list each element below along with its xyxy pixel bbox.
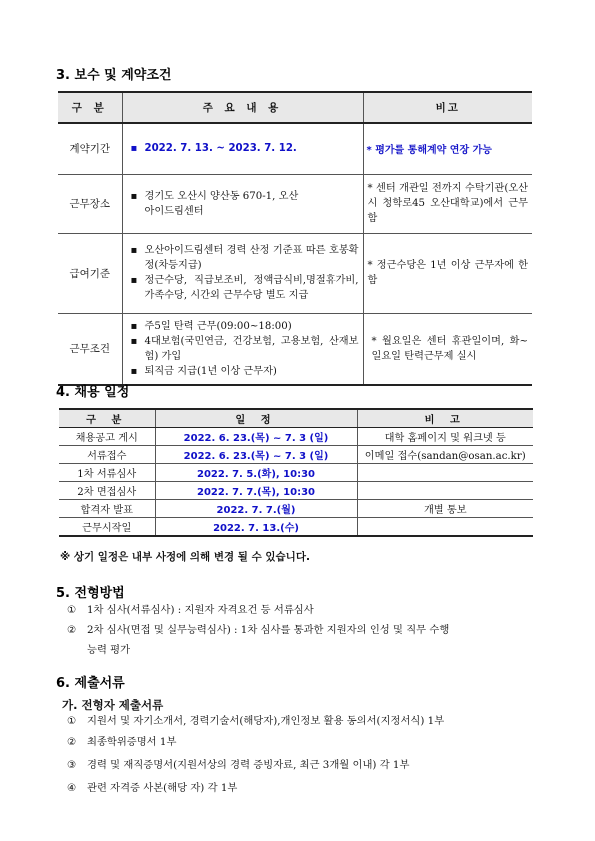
table-row bbox=[58, 174, 532, 233]
item-number: ① bbox=[67, 604, 77, 616]
item-text-continued: 능력 평가 bbox=[87, 644, 131, 656]
header-category: 구 분 bbox=[58, 92, 122, 123]
work-location-value: ▪ 경기도 오산시 양산동 670-1, 오산아이드림센터 bbox=[131, 189, 305, 219]
schedule-date: 2022. 7. 7.(목), 10:30 bbox=[155, 482, 357, 500]
list-item bbox=[67, 734, 176, 751]
schedule-note bbox=[357, 482, 533, 500]
item-number: ② bbox=[67, 736, 77, 748]
item-number: ③ bbox=[67, 759, 77, 771]
compensation-table bbox=[58, 91, 532, 386]
work-location-note: * 센터 개관일 전까지 수탁기관(오산시 청학로45 오산대학교)에서 근무함 bbox=[367, 183, 528, 224]
table-header-row bbox=[58, 92, 532, 123]
schedule-date: 2022. 6. 23.(목) ~ 7. 3 (일) bbox=[155, 428, 357, 446]
salary-item-1: ▪ 오산아이드림센터 경력 산정 기준표 따른 호봉확정(차등지급) bbox=[131, 243, 359, 273]
schedule-date: 2022. 7. 13.(수) bbox=[155, 518, 357, 537]
schedule-label: 서류접수 bbox=[59, 446, 155, 464]
schedule-label: 채용공고 게시 bbox=[59, 428, 155, 446]
conditions-item-1: ▪ 주5일 탄력 근무(09:00~18:00) bbox=[131, 319, 359, 334]
schedule-date: 2022. 7. 7.(월) bbox=[155, 500, 357, 518]
section4-title: 4. 채용 일정 bbox=[56, 385, 130, 400]
item-text: 1차 심사(서류심사) : 지원자 자격요건 등 서류심사 bbox=[87, 604, 314, 616]
table-row bbox=[59, 482, 533, 500]
schedule-note: 대학 홈페이지 및 워크넷 등 bbox=[357, 428, 533, 446]
table-row bbox=[58, 233, 532, 313]
table-row bbox=[58, 123, 532, 174]
list-item bbox=[67, 757, 409, 774]
schedule-note: 개별 통보 bbox=[357, 500, 533, 518]
header-content: 주 요 내 용 bbox=[122, 92, 363, 123]
section6-title: 6. 제출서류 bbox=[56, 676, 125, 691]
schedule-label: 합격자 발표 bbox=[59, 500, 155, 518]
table-row bbox=[58, 313, 532, 385]
header-remarks: 비 고 bbox=[357, 409, 533, 428]
contract-period-value: ▪ 2022. 7. 13. ~ 2023. 7. 12. bbox=[131, 141, 359, 156]
section6-subtitle: 가. 전형자 제출서류 bbox=[62, 698, 164, 712]
salary-item-2: ▪ 정근수당, 직급보조비, 정액급식비,명절휴가비, 가족수당, 시간외 근무수당 별도 지급 bbox=[131, 273, 359, 303]
row-label-work-location: 근무장소 bbox=[58, 174, 122, 233]
table-row bbox=[59, 446, 533, 464]
conditions-item-2: ▪ 4대보험(국민연금, 건강보험, 고용보험, 산재보험) 가입 bbox=[131, 334, 359, 364]
item-text: 경력 및 재직증명서(지원서상의 경력 증빙자료, 최근 3개월 이내) 각 1부 bbox=[87, 759, 410, 771]
schedule-date: 2022. 7. 5.(화), 10:30 bbox=[155, 464, 357, 482]
item-text: 2차 심사(면접 및 실무능력심사) : 1차 심사를 통과한 지원자의 인성 및 직무 수행 bbox=[87, 624, 450, 636]
schedule-note bbox=[357, 464, 533, 482]
item-text: 지원서 및 자기소개서, 경력기술서(해당자),개인정보 활용 동의서(지정서식) 1부 bbox=[87, 715, 445, 727]
section5-title: 5. 전형방법 bbox=[56, 586, 125, 601]
table-row bbox=[59, 428, 533, 446]
item-number: ④ bbox=[67, 782, 77, 794]
item-number: ② bbox=[67, 624, 77, 636]
item-text: 최종학위증명서 1부 bbox=[87, 736, 177, 748]
list-item bbox=[67, 780, 237, 797]
header-category: 구 분 bbox=[59, 409, 155, 428]
section3-title: 3. 보수 및 계약조건 bbox=[56, 68, 172, 83]
row-label-contract-period: 계약기간 bbox=[58, 123, 122, 174]
item-text: 관련 자격증 사본(해당 자) 각 1부 bbox=[87, 782, 238, 794]
schedule-label: 2차 면접심사 bbox=[59, 482, 155, 500]
list-item bbox=[67, 602, 314, 619]
schedule-label: 근무시작일 bbox=[59, 518, 155, 537]
contract-period-note: * 평가를 통해계약 연장 가능 bbox=[366, 145, 492, 157]
header-schedule: 일 정 bbox=[155, 409, 357, 428]
schedule-change-notice: ※ 상기 일정은 내부 사정에 의해 변경 될 수 있습니다. bbox=[60, 551, 310, 563]
table-header-row bbox=[59, 409, 533, 428]
list-item bbox=[67, 713, 444, 730]
schedule-date: 2022. 6. 23.(목) ~ 7. 3 (일) bbox=[155, 446, 357, 464]
schedule-note bbox=[357, 518, 533, 537]
salary-note: * 정근수당은 1년 이상 근무자에 한함 bbox=[367, 260, 528, 286]
schedule-note: 이메일 접수(sandan@osan.ac.kr) bbox=[357, 446, 533, 464]
row-label-work-conditions: 근무조건 bbox=[58, 313, 122, 385]
schedule-label: 1차 서류심사 bbox=[59, 464, 155, 482]
item-number: ① bbox=[67, 715, 77, 727]
conditions-item-3: ▪ 퇴직금 지급(1년 이상 근무자) bbox=[131, 364, 359, 379]
table-row bbox=[59, 500, 533, 518]
table-row bbox=[59, 464, 533, 482]
schedule-table bbox=[59, 408, 533, 537]
row-label-salary: 급여기준 bbox=[58, 233, 122, 313]
conditions-note: * 월요일은 센터 휴관일이며, 화~일요일 탄력근무제 실시 bbox=[371, 335, 528, 362]
header-remarks: 비고 bbox=[363, 92, 532, 123]
table-row bbox=[59, 518, 533, 537]
list-item bbox=[67, 622, 545, 659]
